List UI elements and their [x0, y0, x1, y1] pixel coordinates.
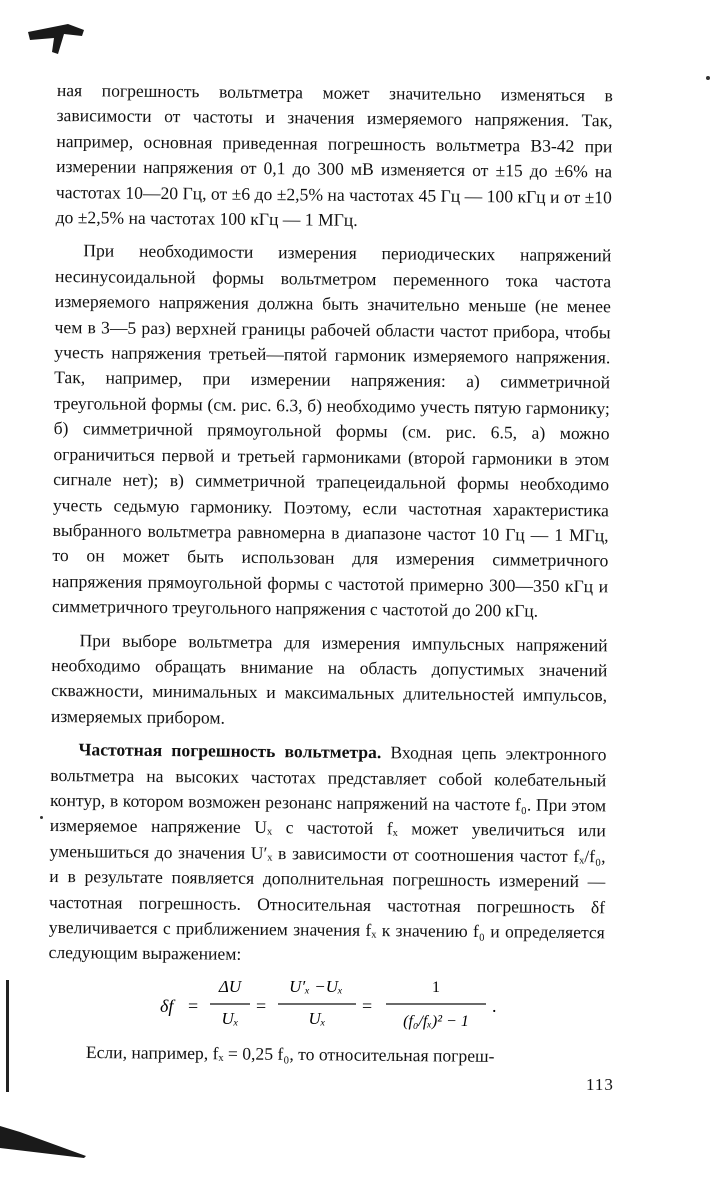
formula-term1-denominator: Uₓ — [221, 1009, 239, 1028]
formula-lhs: δf — [160, 996, 174, 1016]
page-body-text — [48, 78, 613, 979]
scan-smudge-top-left — [28, 14, 84, 54]
formula-equals-3: = — [362, 996, 373, 1016]
formula-equals-2: = — [256, 996, 267, 1016]
formula-term2-numerator: U′ₓ −Uₓ — [289, 977, 343, 996]
formula-term1-numerator: ΔU — [218, 977, 242, 996]
paragraph-frequency-error — [48, 737, 606, 971]
scan-margin-line — [6, 980, 9, 1092]
section-text-frequency-error: Входная цепь электронного вольтметра на высоких частотах представляет собой колебательный контур, в котором возможен резонанс напряжений на частоте f₀. При этом измеряемое напряжение Uₓ с частотой fₓ может увеличиться или уменьшиться до значения U′ₓ в зависимости от соотношения частот fₓ/f₀, и в результате появляется дополнительная погрешность измерений — частотная погрешность. Относительная частотная погрешность δf увеличивается с приближением значения fₓ к значению f₀ и определяется следующим выражением: — [48, 742, 607, 965]
scan-speck — [40, 816, 43, 819]
scan-speck — [706, 76, 710, 80]
paragraph-pulse-voltmeter-selection: При выборе вольтметра для измерения импульсных напряжений необходимо обращать внимание на область допустимых значений скважности, минимальных и максимальных длительностей импульсов, измеряемых прибором. — [50, 629, 608, 728]
text-after-formula: Если, например, fₓ = 0,25 f₀, то относительная погреш- — [85, 1041, 495, 1066]
paragraph-nonsinusoidal-measurement: При необходимости измерения периодических напряжений несинусоидальной формы вольтметром переменного тока частота измеряемого напряжения должна быть значительно меньше (не менее чем в 3—5 раз) верхней границы рабочей области частот прибора, чтобы учесть напряжения третьей—пятой гармоник измеряемого напряжения. Так, например, при измерении напряжения: а) симметричной треугольной формы (см. рис. 6.3, б) необходимо учесть пятую гармонику; б) симметричной прямоугольной формы (см. рис. 6.5, а) можно ограничиться первой и третьей гармониками (второй гармоники в этом сигнале нет); в) симметричной трапецеидальной формы необходимо учесть седьмую гармонику. Поэтому, если частотная характеристика выбранного вольтметра равномерна в диапазоне частот 10 Гц — 1 МГц, то он может быть использован для измерения симметричного напряжения прямоугольной формы с частотой примерно 300—350 кГц и симметричного треугольного напряжения с частотой до 200 кГц. — [51, 240, 612, 621]
formula-period: . — [492, 996, 497, 1016]
paragraph-continuation: ная погрешность вольтметра может значительно изменяться в зависимости от частоты и значения измеряемого напряжения. Так, например, основная приведенная погрешность вольтметра В3-42 при измерении напряжения от 0,1 до 300 мВ изменяется от ±15 до ±6% на частотах 10—20 Гц, от ±6 до ±2,5% на частотах 45 Гц — 100 кГц и от ±10 до ±2,5% на частотах 100 кГц — 1 МГц. — [55, 79, 613, 230]
page-number: 113 — [586, 1075, 614, 1094]
section-heading-frequency-error: Частотная погрешность вольтметра. — [78, 739, 382, 763]
formula-term3-numerator: 1 — [432, 979, 440, 996]
formula-term3-denominator: (f₀/fₓ)² − 1 — [403, 1013, 469, 1030]
frequency-error-formula — [160, 972, 500, 1038]
formula-equals-1: = — [188, 996, 199, 1016]
formula-term2-denominator: Uₓ — [308, 1009, 326, 1028]
scan-smudge-bottom-left — [0, 1118, 86, 1158]
